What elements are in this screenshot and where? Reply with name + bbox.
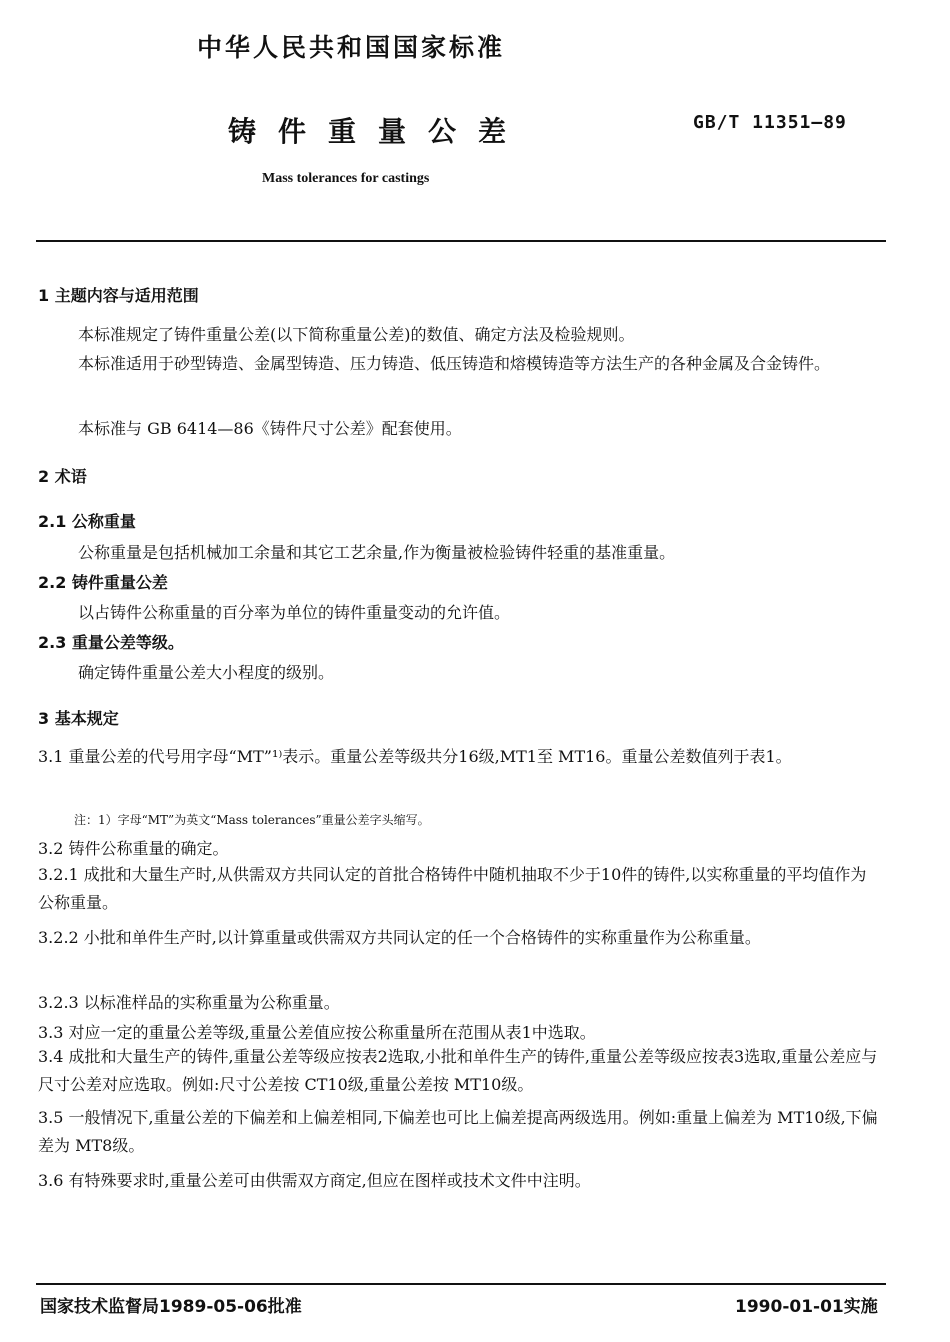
clause-3-2: 3.2 铸件公称重量的确定。 [38,839,229,858]
section-1-paragraph-2: 本标准适用于砂型铸造、金属型铸造、压力铸造、低压铸造和熔模铸造等方法生产的各种金属及合金铸件。 [78,354,831,373]
section-3-heading: 3 基本规定 [38,709,119,728]
clause-3-1: 3.1 重量公差的代号用字母“MT”¹⁾表示。重量公差等级共分16级,MT1至 MT16。重量公差数值列于表1。 [38,747,792,766]
standard-number: GB/T 11351—89 [693,112,847,133]
document-title: 铸件重量公差 [228,115,529,148]
clause-3-6: 3.6 有特殊要求时,重量公差可由供需双方商定,但应在图样或技术文件中注明。 [38,1171,591,1190]
term-2-1-text: 公称重量是包括机械加工余量和其它工艺余量,作为衡量被检验铸件轻重的基准重量。 [78,543,676,562]
standard-type-header: 中华人民共和国国家标准 [197,33,506,62]
term-2-3-text: 确定铸件重量公差大小程度的级别。 [78,663,335,682]
footnote-mt: 注：1）字母“MT”为英文“Mass tolerances”重量公差字头缩写。 [74,813,430,827]
clause-3-2-1: 3.2.1 成批和大量生产时,从供需双方共同认定的首批合格铸件中随机抽取不少于10件的铸件,以实称重量的平均值作为公称重量。 [38,865,867,912]
section-1-paragraph-3: 本标准与 GB 6414—86《铸件尺寸公差》配套使用。 [78,419,462,438]
section-2-heading: 2 术语 [38,467,87,486]
term-2-1-heading: 2.1 公称重量 [38,512,136,531]
approval-info: 国家技术监督局1989-05-06批准 [40,1297,302,1317]
section-1-paragraph-1: 本标准规定了铸件重量公差(以下简称重量公差)的数值、确定方法及检验规则。 [78,325,635,344]
clause-3-3: 3.3 对应一定的重量公差等级,重量公差值应按公称重量所在范围从表1中选取。 [38,1023,596,1042]
effective-date: 1990-01-01实施 [735,1297,878,1317]
header-divider [36,240,886,242]
english-subtitle: Mass tolerances for castings [262,171,430,186]
clause-3-4: 3.4 成批和大量生产的铸件,重量公差等级应按表2选取,小批和单件生产的铸件,重量公差等级应按表3选取,重量公差应与尺寸公差对应选取。例如:尺寸公差按 CT10级,重量公差按 MT10级。 [38,1047,878,1094]
section-1-heading: 1 主题内容与适用范围 [38,286,199,305]
term-2-2-heading: 2.2 铸件重量公差 [38,573,168,592]
term-2-2-text: 以占铸件公称重量的百分率为单位的铸件重量变动的允许值。 [78,603,511,622]
footer-divider [36,1283,886,1285]
clause-3-5: 3.5 一般情况下,重量公差的下偏差和上偏差相同,下偏差也可比上偏差提高两级选用。例如:重量上偏差为 MT10级,下偏差为 MT8级。 [38,1108,878,1155]
clause-3-2-2: 3.2.2 小批和单件生产时,以计算重量或供需双方共同认定的任一个合格铸件的实称重量作为公称重量。 [38,928,761,947]
term-2-3-heading: 2.3 重量公差等级。 [38,633,184,652]
clause-3-2-3: 3.2.3 以标准样品的实称重量为公称重量。 [38,993,340,1012]
